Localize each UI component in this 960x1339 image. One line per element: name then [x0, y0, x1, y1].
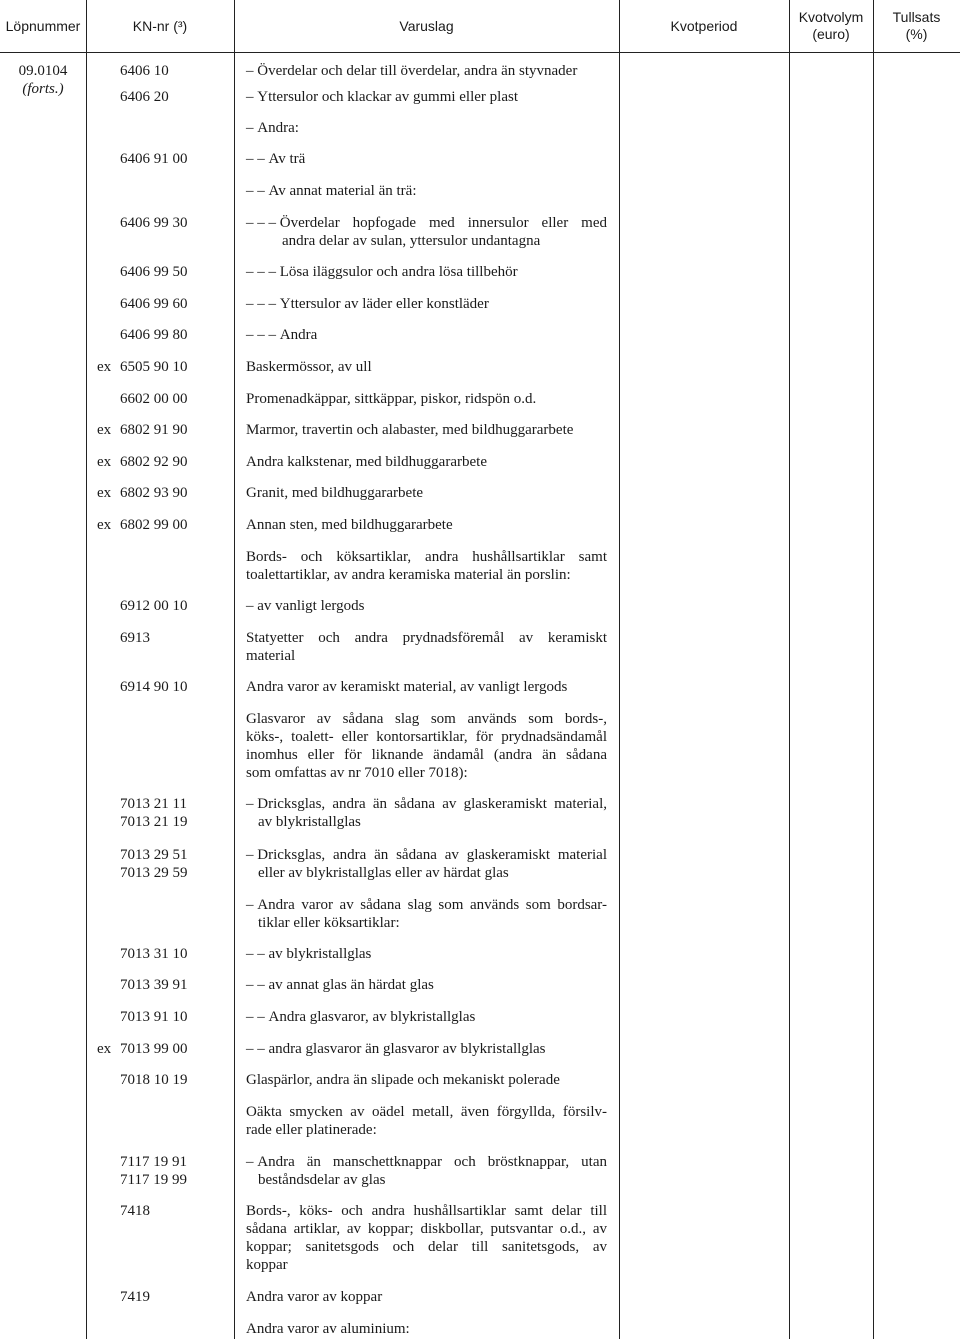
column-divider: [86, 0, 87, 1339]
description-text: Överdelar och delar till överdelar, andra än styvnader: [257, 63, 578, 79]
description-line: [246, 1103, 607, 1121]
ex-marker: ex: [97, 485, 112, 501]
ex-marker: ex: [97, 517, 112, 533]
description-text: Granit, med bildhuggararbete: [246, 485, 424, 501]
description-text: Baskermössor, av ull: [246, 359, 372, 375]
description-cell: [246, 1202, 607, 1274]
description-line: [246, 710, 607, 728]
header-kvotvolym-label: Kvotvolym: [798, 9, 864, 25]
header-kvotvolym-unit: (euro): [812, 26, 850, 42]
kn-code: 6802 91 90: [120, 422, 188, 438]
description-text: tiklar eller köksartiklar:: [258, 915, 400, 931]
description-line: [246, 421, 607, 439]
indent-dash: –: [246, 120, 258, 136]
header-tullsats-unit: (%): [905, 26, 928, 42]
kn-code: 7013 31 10: [120, 946, 188, 962]
description-text: Andra: [279, 327, 318, 343]
description-cell: [246, 548, 607, 584]
description-text: andra glasvaror än glasvaror av blykristallglas: [268, 1041, 546, 1057]
header-kvotperiod-label: Kvotperiod: [670, 17, 738, 34]
description-text: material: [246, 648, 296, 664]
description-cell: [246, 326, 607, 344]
description-line: [246, 1238, 607, 1256]
description-text: eller av blykristallglas eller av härdat glas: [258, 865, 509, 881]
kn-code: 6406 99 50: [120, 264, 188, 280]
description-line: [246, 629, 607, 647]
description-line: [246, 326, 607, 344]
description-line: [246, 1171, 607, 1189]
description-cell: [246, 484, 607, 502]
description-line: [246, 597, 607, 615]
indent-dash: – – –: [246, 215, 280, 231]
description-cell: [246, 710, 607, 782]
description-line: [246, 263, 607, 281]
description-line: [246, 548, 607, 566]
header-lopnummer-label: Löpnummer: [5, 17, 81, 34]
description-cell: [246, 896, 607, 932]
indent-dash: –: [246, 89, 258, 105]
description-text: Glaspärlor, andra än slipade och mekaniskt polerade: [246, 1072, 560, 1088]
description-text: som omfattas av nr 7010 eller 7018):: [246, 765, 468, 781]
header-lopnummer: [0, 0, 86, 52]
description-text: Marmor, travertin och alabaster, med bildhuggararbete: [246, 422, 574, 438]
description-text: Dricksglas, andra än sådana av glaskeramiskt material,: [257, 796, 607, 812]
column-divider: [789, 0, 790, 1339]
indent-dash: – – –: [246, 264, 280, 280]
description-line: [246, 566, 607, 584]
description-cell: [246, 263, 607, 281]
description-cell: [246, 358, 607, 376]
kn-code: 7418: [120, 1203, 150, 1219]
description-line: [246, 1288, 607, 1306]
column-divider: [873, 0, 874, 1339]
ex-marker: ex: [97, 359, 112, 375]
description-text: Andra:: [257, 120, 299, 136]
description-line: [246, 764, 607, 782]
description-line: [246, 453, 607, 471]
column-divider: [234, 0, 235, 1339]
description-line: [246, 150, 607, 168]
description-cell: [246, 795, 607, 831]
description-cell: [246, 1040, 607, 1058]
description-line: [246, 846, 607, 864]
kn-code: 6802 99 00: [120, 517, 188, 533]
description-text: Bords- och köksartiklar, andra hushållsartiklar samt: [246, 549, 607, 565]
description-line: [246, 914, 607, 932]
description-cell: [246, 1320, 607, 1338]
description-text: Andra kalkstenar, med bildhuggararbete: [246, 454, 487, 470]
description-cell: [246, 62, 607, 80]
description-text: andra delar av sulan, yttersulor undantagna: [282, 233, 541, 249]
description-line: [246, 1202, 607, 1220]
description-text: av vanligt lergods: [257, 598, 365, 614]
kn-code: 7013 21 19: [120, 814, 188, 830]
description-text: Av annat material än trä:: [268, 183, 417, 199]
kn-code: 6406 20: [120, 89, 169, 105]
ex-marker: ex: [97, 454, 112, 470]
indent-dash: – –: [246, 1041, 269, 1057]
kn-code: 7013 99 00: [120, 1041, 188, 1057]
continued-note: (forts.): [22, 81, 64, 97]
description-line: [246, 976, 607, 994]
header-kvotperiod: [619, 0, 789, 52]
kn-code: 7013 29 59: [120, 865, 188, 881]
kn-code: 7117 19 91: [120, 1154, 187, 1170]
description-text: av annat glas än härdat glas: [268, 977, 434, 993]
description-text: Yttersulor av läder eller konstläder: [279, 296, 489, 312]
description-text: Lösa iläggsulor och andra lösa tillbehör: [279, 264, 518, 280]
description-line: [246, 119, 607, 137]
description-line: [246, 1256, 607, 1274]
description-cell: [246, 214, 607, 250]
header-rule: [0, 52, 960, 53]
description-line: [246, 1220, 607, 1238]
description-line: [246, 678, 607, 696]
kn-code: 6406 10: [120, 63, 169, 79]
description-text: av blykristallglas: [258, 814, 361, 830]
description-line: [246, 746, 607, 764]
description-cell: [246, 119, 607, 137]
kn-code: 6913: [120, 630, 150, 646]
description-line: [246, 896, 607, 914]
indent-dash: – –: [246, 946, 269, 962]
description-text: Promenadkäppar, sittkäppar, piskor, ridspön o.d.: [246, 391, 537, 407]
description-line: [246, 728, 607, 746]
description-text: Dricksglas, andra än sådana av glaskeramiskt material: [257, 847, 607, 863]
description-cell: [246, 1008, 607, 1026]
header-varuslag-label: Varuslag: [399, 17, 454, 34]
indent-dash: – –: [246, 183, 269, 199]
description-text: Annan sten, med bildhuggararbete: [246, 517, 453, 533]
description-text: Andra glasvaror, av blykristallglas: [268, 1009, 476, 1025]
description-cell: [246, 597, 607, 615]
description-line: [246, 1040, 607, 1058]
description-text: inomhus eller för liknande ändamål (andra än sådana: [246, 747, 607, 763]
description-cell: [246, 390, 607, 408]
description-text: Bords-, köks- och andra hushållsartiklar samt delar till: [246, 1203, 607, 1219]
description-text: sådana artiklar, av koppar; diskbollar, putsvantar o.d., av: [246, 1221, 607, 1237]
description-cell: [246, 182, 607, 200]
description-cell: [246, 945, 607, 963]
indent-dash: – –: [246, 151, 269, 167]
description-line: [246, 945, 607, 963]
kn-code: 6505 90 10: [120, 359, 188, 375]
description-line: [246, 214, 607, 232]
description-cell: [246, 678, 607, 696]
description-text: Andra varor av aluminium:: [246, 1321, 410, 1337]
description-text: Andra varor av keramiskt material, av vanligt lergods: [246, 679, 568, 695]
indent-dash: – – –: [246, 296, 280, 312]
indent-dash: – –: [246, 977, 269, 993]
indent-dash: – – –: [246, 327, 280, 343]
description-line: [246, 1008, 607, 1026]
kn-code: 6802 93 90: [120, 485, 188, 501]
description-text: koppar: [246, 1257, 288, 1273]
description-cell: [246, 516, 607, 534]
description-line: [246, 62, 607, 80]
header-tullsats-label: Tullsats: [892, 9, 941, 25]
description-text: köks-, toalett- eller kontorsartiklar, för prydnadsändamål: [246, 729, 607, 745]
header-kn-nr: [86, 0, 234, 52]
description-cell: [246, 629, 607, 665]
indent-dash: –: [246, 598, 258, 614]
indent-dash: –: [246, 63, 258, 79]
header-kn-nr-label: KN-nr (³): [132, 17, 188, 34]
indent-dash: – –: [246, 1009, 269, 1025]
indent-dash: –: [246, 1154, 258, 1170]
description-text: Glasvaror av sådana slag som används som bords-,: [246, 711, 607, 727]
header-kvotvolym: [789, 0, 873, 52]
kn-code: 6406 99 80: [120, 327, 188, 343]
kn-code: 6912 00 10: [120, 598, 188, 614]
kn-code: 6406 99 30: [120, 215, 188, 231]
description-text: Oäkta smycken av oädel metall, även förgyllda, försilv-: [246, 1104, 607, 1120]
kn-code: 7419: [120, 1289, 150, 1305]
description-line: [246, 795, 607, 813]
description-cell: [246, 846, 607, 882]
description-text: Andra varor av koppar: [246, 1289, 383, 1305]
header-tullsats: [873, 0, 960, 52]
description-line: [246, 358, 607, 376]
description-line: [246, 864, 607, 882]
description-text: av blykristallglas: [268, 946, 372, 962]
description-line: [246, 647, 607, 665]
description-line: [246, 516, 607, 534]
description-cell: [246, 88, 607, 106]
description-text: beståndsdelar av glas: [258, 1172, 386, 1188]
description-cell: [246, 1103, 607, 1139]
ex-marker: ex: [97, 422, 112, 438]
description-text: Yttersulor och klackar av gummi eller plast: [257, 89, 518, 105]
description-text: Statyetter och andra prydnadsföremål av keramiskt: [246, 630, 607, 646]
kn-code: 6406 99 60: [120, 296, 188, 312]
serial-number: 09.0104: [18, 63, 68, 79]
description-text: toalettartiklar, av andra keramiska material än porslin:: [246, 567, 571, 583]
column-divider: [619, 0, 620, 1339]
description-cell: [246, 421, 607, 439]
description-text: rade eller platinerade:: [246, 1122, 377, 1138]
header-varuslag: [234, 0, 619, 52]
description-line: [246, 232, 607, 250]
description-line: [246, 1071, 607, 1089]
kn-code: 7013 39 91: [120, 977, 188, 993]
kn-code: 6406 91 00: [120, 151, 188, 167]
description-line: [246, 88, 607, 106]
kn-code: 7117 19 99: [120, 1172, 187, 1188]
description-cell: [246, 976, 607, 994]
description-line: [246, 1121, 607, 1139]
description-text: koppar; sanitetsgods och delar till sanitetsgods, av: [246, 1239, 607, 1255]
description-line: [246, 1153, 607, 1171]
description-line: [246, 1320, 607, 1338]
description-text: Överdelar hopfogade med innersulor eller med: [279, 215, 607, 231]
description-line: [246, 390, 607, 408]
description-line: [246, 484, 607, 502]
kn-code: 7013 21 11: [120, 796, 187, 812]
description-line: [246, 813, 607, 831]
description-cell: [246, 150, 607, 168]
description-cell: [246, 1153, 607, 1189]
description-line: [246, 182, 607, 200]
description-text: Andra varor av sådana slag som används som bordsar-: [257, 897, 607, 913]
indent-dash: –: [246, 847, 258, 863]
description-cell: [246, 1288, 607, 1306]
description-cell: [246, 1071, 607, 1089]
indent-dash: –: [246, 796, 258, 812]
indent-dash: –: [246, 897, 258, 913]
description-cell: [246, 453, 607, 471]
kn-code: 6602 00 00: [120, 391, 188, 407]
kn-code: 7013 29 51: [120, 847, 188, 863]
kn-code: 7013 91 10: [120, 1009, 188, 1025]
kn-code: 7018 10 19: [120, 1072, 188, 1088]
description-line: [246, 295, 607, 313]
kn-code: 6914 90 10: [120, 679, 188, 695]
description-text: Andra än manschettknappar och bröstknappar, utan: [257, 1154, 607, 1170]
ex-marker: ex: [97, 1041, 112, 1057]
description-cell: [246, 295, 607, 313]
description-text: Av trä: [268, 151, 306, 167]
kn-code: 6802 92 90: [120, 454, 188, 470]
